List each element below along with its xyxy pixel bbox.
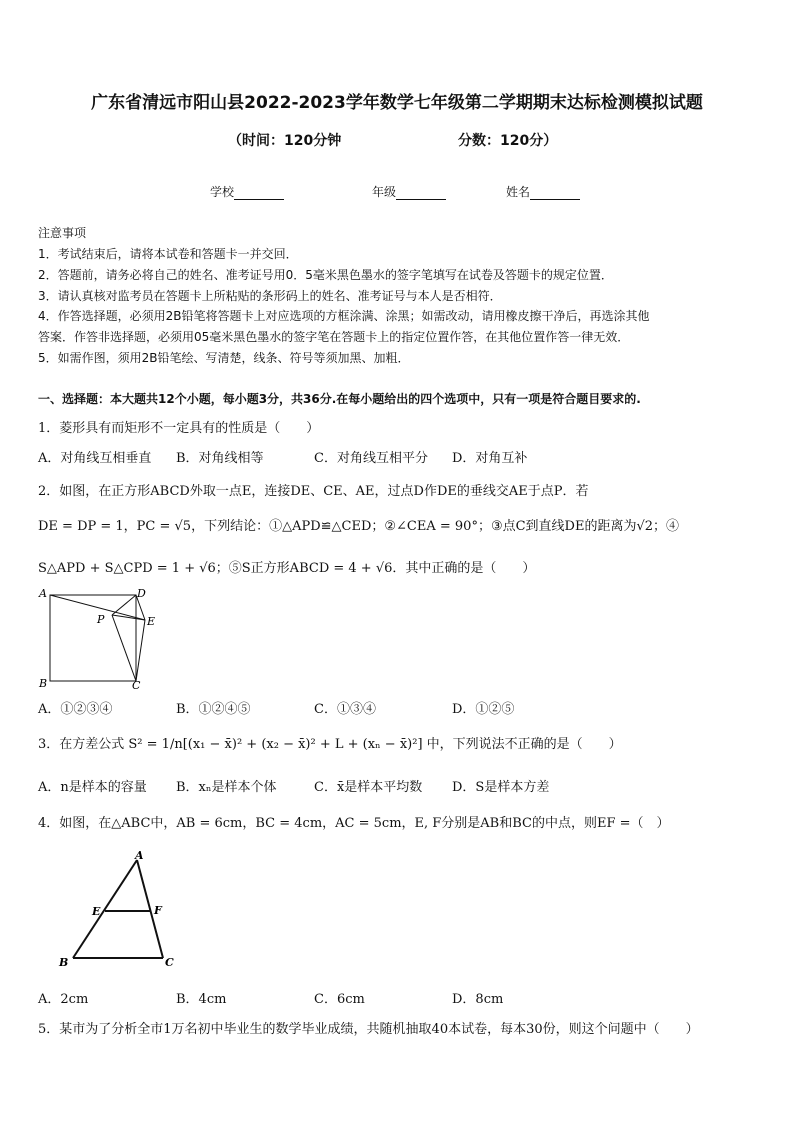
q1-option-b[interactable]: B．对角线相等 <box>176 451 264 466</box>
q5-stem: 5．某市为了分析全市1万名初中毕业生的数学毕业成绩，共随机抽取40本试卷，每本30份，则这个问题中（ ） <box>38 1022 699 1037</box>
label-e: E <box>147 615 156 628</box>
section-heading: 一、选择题：本大题共12个小题，每小题3分，共36分.在每小题给出的四个选项中，只有一项是符合题目要求的. <box>38 392 641 406</box>
notes-heading: 注意事项 <box>38 226 87 240</box>
q2-figure <box>30 585 170 693</box>
q1-stem: 1．菱形具有而矩形不一定具有的性质是（ ） <box>38 421 320 436</box>
label-c: C <box>165 956 174 969</box>
school-field[interactable]: 学校 <box>210 183 284 200</box>
grade-field[interactable]: 年级 <box>372 183 446 200</box>
note-2: 2．答题前，请务必将自己的姓名、准考证号用0．5毫米黑色墨水的签字笔填写在试卷及答题卡的规定位置． <box>38 268 613 282</box>
label-b: B <box>59 956 69 969</box>
label-b: B <box>39 677 48 690</box>
q2-stem-2: DE = DP = 1，PC = √5，下列结论：①△APD≌△CED；②∠CEA = 90°；③点C到直线DE的距离为√2；④ <box>38 519 680 534</box>
q1-option-d[interactable]: D．对角互补 <box>452 451 528 466</box>
label-c: C <box>132 679 141 692</box>
label-d: D <box>137 587 146 600</box>
q3-option-b[interactable]: B．xₙ是样本个体 <box>176 780 277 795</box>
q2-stem-1: 2．如图，在正方形ABCD外取一点E，连接DE、CE、AE，过点D作DE的垂线交AE于点P．若 <box>38 484 589 499</box>
q2-option-b[interactable]: B．①②④⑤ <box>176 702 251 717</box>
q1-option-a[interactable]: A．对角线互相垂直 <box>38 451 152 466</box>
note-4-cont: 答案．作答非选择题，必须用05毫米黑色墨水的签字笔在答题卡上的指定位置作答，在其他位置作答一律无效． <box>38 330 630 344</box>
q3-option-a[interactable]: A．n是样本的容量 <box>38 780 147 795</box>
q4-option-c[interactable]: C．6cm <box>314 992 365 1007</box>
q4-option-a[interactable]: A．2cm <box>38 992 89 1007</box>
label-f: F <box>154 904 162 917</box>
label-a: A <box>135 849 144 862</box>
q4-figure <box>55 848 185 972</box>
q3-option-d[interactable]: D．S是样本方差 <box>452 780 550 795</box>
q3-option-c[interactable]: C．x̄是样本平均数 <box>314 780 423 795</box>
exam-time: （时间：120分钟 <box>228 133 342 149</box>
q2-option-a[interactable]: A．①②③④ <box>38 702 113 717</box>
label-p: P <box>97 613 105 626</box>
note-1: 1．考试结束后，请将本试卷和答题卡一并交回． <box>38 247 298 261</box>
page-title: 广东省清远市阳山县2022-2023学年数学七年级第二学期期末达标检测模拟试题 <box>91 93 703 113</box>
q1-option-c[interactable]: C．对角线互相平分 <box>314 451 428 466</box>
q2-option-d[interactable]: D．①②⑤ <box>452 702 515 717</box>
q4-option-d[interactable]: D．8cm <box>452 992 504 1007</box>
q3-stem: 3．在方差公式 S² = 1/n[(x₁ − x̄)² + (x₂ − x̄)² + L + (xₙ − x̄)²] 中，下列说法不正确的是（ ） <box>38 737 622 752</box>
name-field[interactable]: 姓名 <box>506 183 580 200</box>
note-3: 3．请认真核对监考员在答题卡上所粘贴的条形码上的姓名、准考证号与本人是否相符． <box>38 289 502 303</box>
label-e: E <box>92 905 101 918</box>
q4-stem: 4．如图，在△ABC中，AB = 6cm，BC = 4cm，AC = 5cm，E, F分别是AB和BC的中点，则EF =（ ） <box>38 816 670 831</box>
note-4: 4．作答选择题，必须用2B铅笔将答题卡上对应选项的方框涂满、涂黑；如需改动，请用橡皮擦干净后，再选涂其他 <box>38 309 650 323</box>
q2-option-c[interactable]: C．①③④ <box>314 702 376 717</box>
exam-score: 分数：120分） <box>458 133 558 149</box>
q2-stem-3: S△APD + S△CPD = 1 + √6；⑤S正方形ABCD = 4 + √6．其中正确的是（ ） <box>38 561 536 576</box>
q4-option-b[interactable]: B．4cm <box>176 992 227 1007</box>
note-5: 5．如需作图，须用2B铅笔绘、写清楚，线条、符号等须加黑、加粗． <box>38 351 410 365</box>
label-a: A <box>39 587 47 600</box>
